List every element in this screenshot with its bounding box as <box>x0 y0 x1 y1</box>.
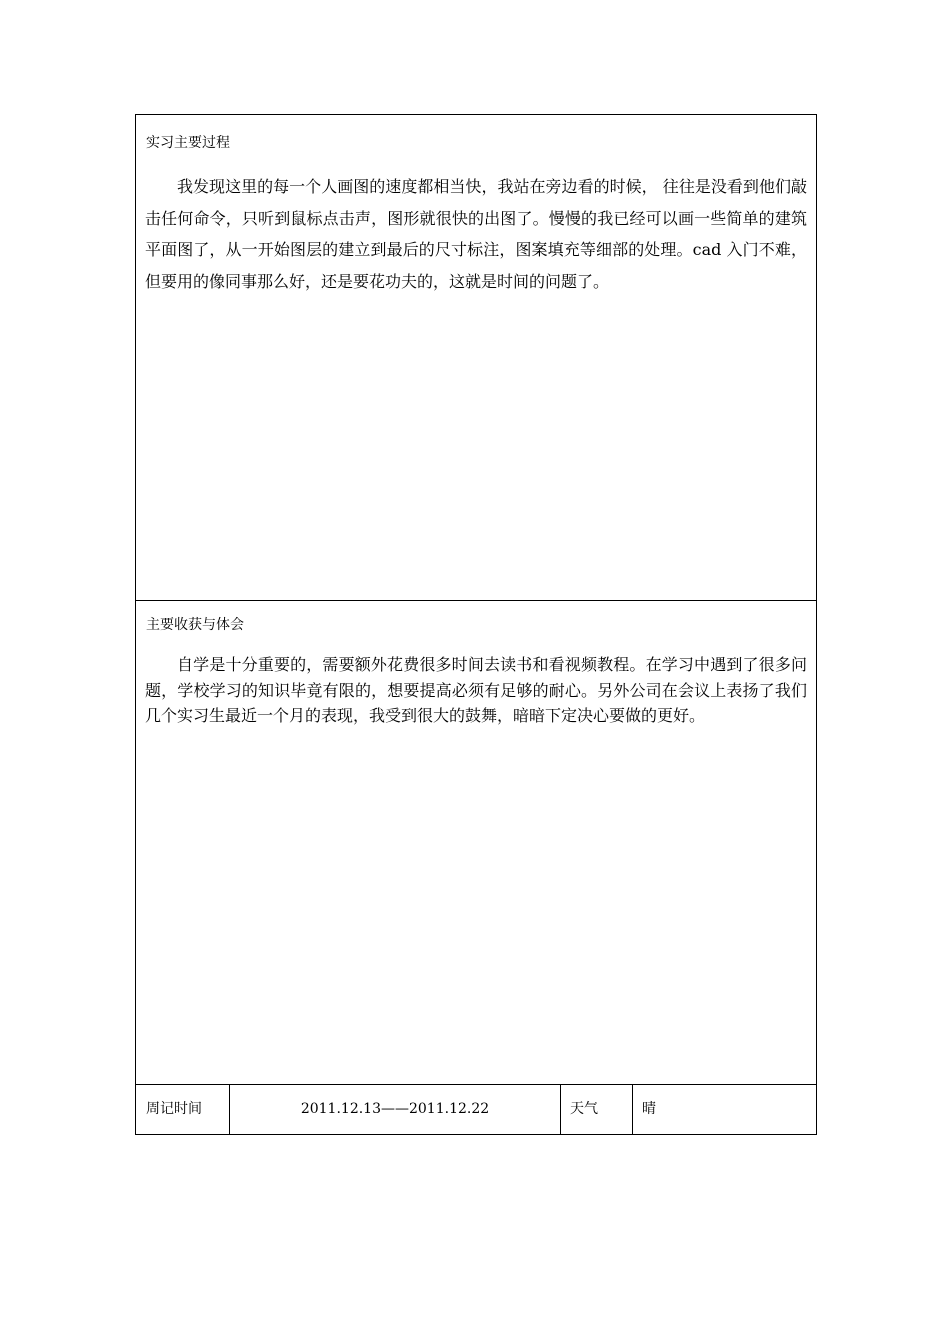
footer-row <box>136 1085 816 1134</box>
week-period-label: 周记时间 <box>136 1085 230 1134</box>
internship-process-section <box>136 115 816 601</box>
internship-process-body: 我发现这里的每一个人画图的速度都相当快，我站在旁边看的时候， 往往是没看到他们敲击任何命令，只听到鼠标点击声，图形就很快的出图了。慢慢的我已经可以画一些简单的建筑平面图了，从一开始图层的建立到最后的尺寸标注，图案填充等细部的处理。cad 入门不难，但要用的像同事那么好，还是要花功夫的，这就是时间的问题了。 <box>145 177 807 291</box>
internship-process-title: 实习主要过程 <box>146 135 230 151</box>
weather-label: 天气 <box>561 1085 633 1134</box>
week-period-value: 2011.12.13——2011.12.22 <box>230 1085 561 1134</box>
weekly-report-table <box>135 114 817 1135</box>
main-gains-title: 主要收获与体会 <box>146 617 244 633</box>
main-gains-body: 自学是十分重要的，需要额外花费很多时间去读书和看视频教程。在学习中遇到了很多问题，学校学习的知识毕竟有限的，想要提高必须有足够的耐心。另外公司在会议上表扬了我们几个实习生最近一个月的表现，我受到很大的鼓舞，暗暗下定决心要做的更好。 <box>145 655 807 725</box>
main-gains-section <box>136 601 816 1085</box>
weather-value: 晴 <box>642 1101 656 1117</box>
